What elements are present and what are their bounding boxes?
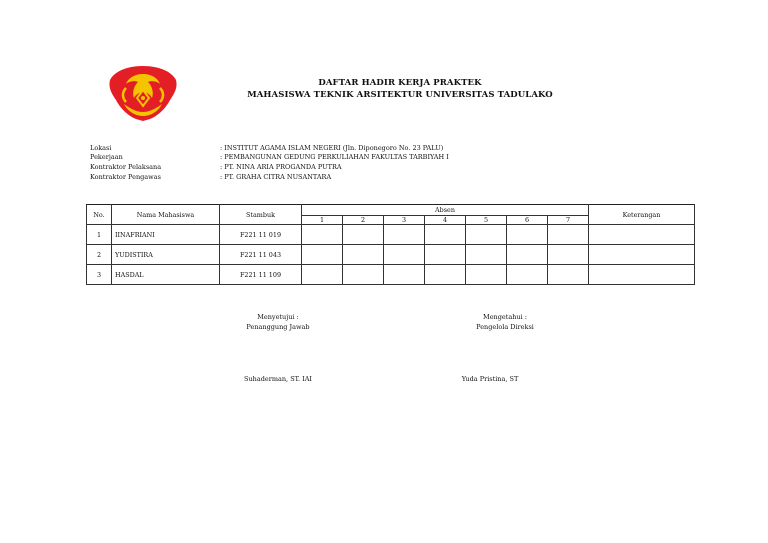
info-value: : PEMBANGUNAN GEDUNG PERKULIAHAN FAKULTAS TARBIYAH I (220, 153, 449, 161)
cell-absen (548, 225, 589, 245)
cell-absen (466, 265, 507, 285)
header-no: No. (87, 205, 112, 225)
cell-absen (507, 225, 548, 245)
signature-right-role: Pengelola Direksi (476, 323, 534, 331)
table-row (87, 245, 695, 265)
table-row (87, 265, 695, 285)
info-value: : PT. NINA ARIA PROGANDA PUTRA (220, 163, 342, 171)
header-day: 2 (343, 216, 384, 225)
header-nama-mahasiswa: Nama Mahasiswa (112, 205, 220, 225)
cell-name: IINAFRIANI (112, 225, 220, 245)
cell-absen (384, 265, 425, 285)
header-day: 3 (384, 216, 425, 225)
header-day: 7 (548, 216, 589, 225)
info-value: : PT. GRAHA CITRA NUSANTARA (220, 173, 332, 181)
cell-name: YUDISTIRA (112, 245, 220, 265)
cell-stambuk: F221 11 043 (220, 245, 302, 265)
document-title: DAFTAR HADIR KERJA PRAKTEK (318, 78, 482, 88)
header-absen: Absen (302, 205, 589, 216)
cell-absen (425, 265, 466, 285)
header-day: 5 (466, 216, 507, 225)
header-keterangan: Keterangan (589, 205, 695, 225)
table-row (87, 225, 695, 245)
document-subtitle: MAHASISWA TEKNIK ARSITEKTUR UNIVERSITAS TADULAKO (247, 90, 553, 100)
cell-keterangan (589, 225, 695, 245)
signature-left-name: Suhaderman, ST. IAI (244, 375, 312, 383)
cell-no: 1 (87, 225, 112, 245)
cell-absen (384, 225, 425, 245)
signature-right-name: Yuda Pristina, ST (461, 375, 519, 383)
cell-absen (507, 245, 548, 265)
cell-absen (302, 225, 343, 245)
university-logo-icon (108, 64, 178, 122)
signature-left-role: Penanggung Jawab (246, 323, 310, 331)
cell-absen (425, 245, 466, 265)
cell-name: HASDAL (112, 265, 220, 285)
cell-absen (466, 245, 507, 265)
signature-right-heading: Mengetahui : (483, 313, 527, 321)
info-label: Lokasi (90, 144, 112, 152)
header-stambuk: Stambuk (220, 205, 302, 225)
cell-absen (466, 225, 507, 245)
header-day: 4 (425, 216, 466, 225)
cell-keterangan (589, 265, 695, 285)
cell-stambuk: F221 11 109 (220, 265, 302, 285)
header-day: 1 (302, 216, 343, 225)
info-label: Kontraktor Pelaksana (90, 163, 162, 171)
signature-left-heading: Menyetujui : (257, 313, 299, 321)
cell-no: 3 (87, 265, 112, 285)
cell-absen (425, 225, 466, 245)
info-label: Kontraktor Pengawas (90, 173, 161, 181)
cell-absen (548, 245, 589, 265)
cell-absen (384, 245, 425, 265)
info-value: : INSTITUT AGAMA ISLAM NEGERI (Jln. Diponegoro No. 23 PALU) (220, 144, 444, 152)
attendance-table (86, 204, 695, 285)
cell-keterangan (589, 245, 695, 265)
cell-stambuk: F221 11 019 (220, 225, 302, 245)
header-day: 6 (507, 216, 548, 225)
cell-absen (343, 225, 384, 245)
info-label: Pekerjaan (90, 153, 123, 161)
cell-absen (302, 265, 343, 285)
cell-absen (507, 265, 548, 285)
cell-absen (343, 245, 384, 265)
cell-no: 2 (87, 245, 112, 265)
cell-absen (302, 245, 343, 265)
cell-absen (548, 265, 589, 285)
cell-absen (343, 265, 384, 285)
